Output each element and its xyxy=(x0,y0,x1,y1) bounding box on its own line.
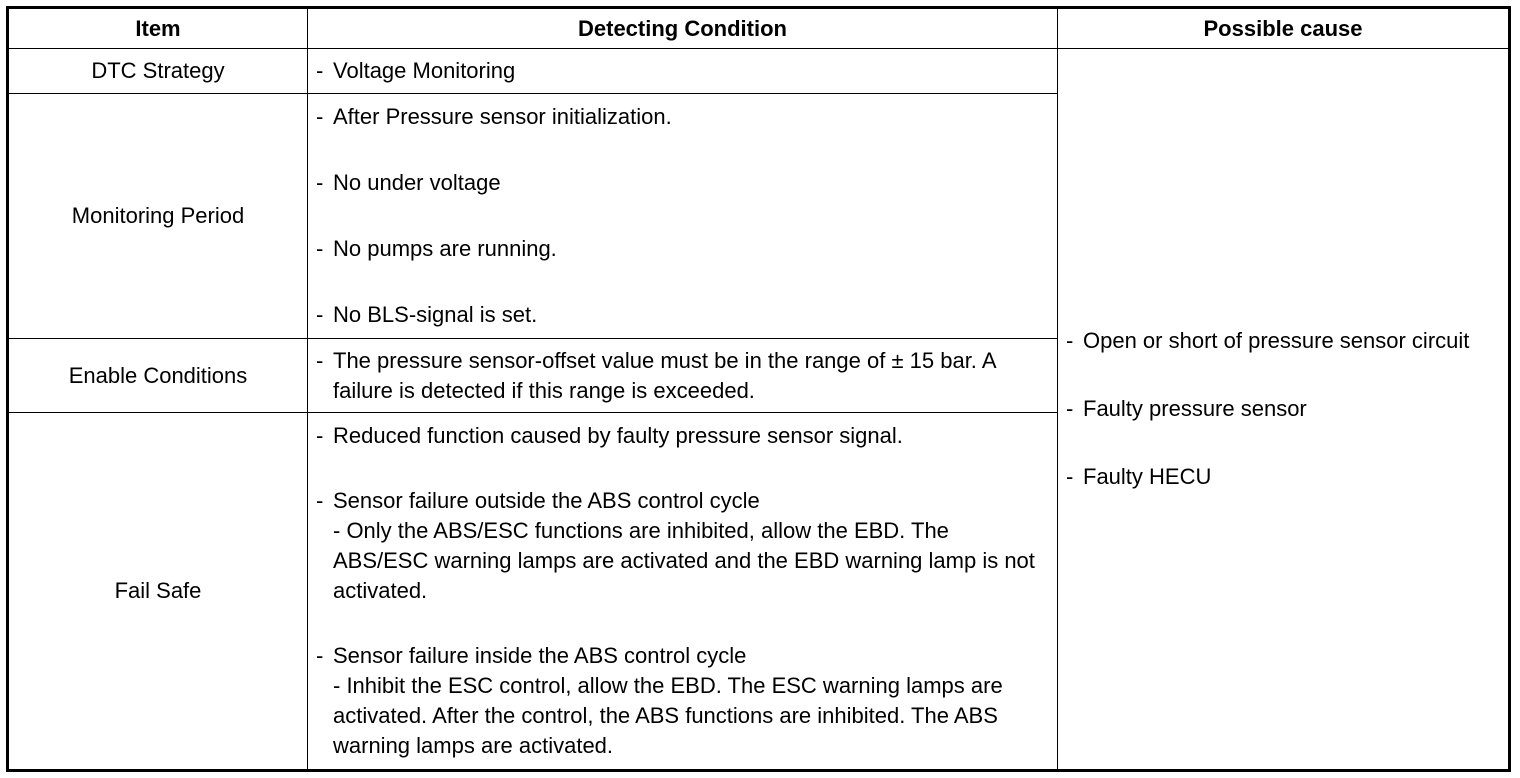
bullet-dash: - xyxy=(316,488,324,513)
header-possible-cause: Possible cause xyxy=(1058,8,1510,49)
bullet-dash: - xyxy=(316,236,324,261)
condition-main-text: Sensor failure outside the ABS control cycle xyxy=(333,488,760,513)
cause-line xyxy=(1066,326,1494,356)
condition-text: The pressure sensor-offset value must be in the range of ± 15 bar. A failure is detected if this range is exceeded. xyxy=(333,347,996,403)
condition-fail-safe xyxy=(308,413,1058,771)
cause-line xyxy=(1066,394,1494,424)
header-row xyxy=(8,8,1510,49)
condition-text xyxy=(333,641,1043,761)
item-fail-safe: Fail Safe xyxy=(8,413,308,771)
table-row xyxy=(8,49,1510,94)
cause-text: Faulty HECU xyxy=(1083,464,1212,489)
condition-text: Voltage Monitoring xyxy=(333,58,516,83)
bullet-dash: - xyxy=(1066,328,1074,353)
condition-text: No under voltage xyxy=(333,170,501,195)
possible-cause-cell xyxy=(1058,49,1510,771)
bullet-dash: - xyxy=(316,347,324,373)
condition-line xyxy=(316,346,1043,406)
item-monitoring-period: Monitoring Period xyxy=(8,94,308,339)
condition-text: After Pressure sensor initialization. xyxy=(333,104,672,129)
bullet-dash: - xyxy=(316,423,324,448)
condition-line xyxy=(316,234,1043,264)
cause-text: Open or short of pressure sensor circuit xyxy=(1083,328,1470,353)
bullet-dash: - xyxy=(1066,396,1074,421)
bullet-dash: - xyxy=(316,58,324,83)
item-dtc-strategy: DTC Strategy xyxy=(8,49,308,94)
bullet-dash: - xyxy=(1066,464,1074,489)
header-detecting-condition: Detecting Condition xyxy=(308,8,1058,49)
condition-dtc-strategy xyxy=(308,49,1058,94)
bullet-dash: - xyxy=(316,104,324,129)
condition-line xyxy=(316,641,1043,761)
header-item: Item xyxy=(8,8,308,49)
item-enable-conditions: Enable Conditions xyxy=(8,339,308,413)
condition-main-text: Sensor failure inside the ABS control cycle xyxy=(333,643,747,668)
condition-monitoring-period xyxy=(308,94,1058,339)
condition-line xyxy=(316,56,1043,86)
condition-sub-text: - Inhibit the ESC control, allow the EBD. The ESC warning lamps are activated. After the control, the ABS functions are inhibited. The ABS warning lamps are activated. xyxy=(333,673,1003,758)
condition-line xyxy=(316,102,1043,132)
condition-line xyxy=(316,486,1043,606)
condition-enable-conditions xyxy=(308,339,1058,413)
bullet-dash: - xyxy=(316,170,324,195)
bullet-dash: - xyxy=(316,643,324,668)
condition-sub-text: - Only the ABS/ESC functions are inhibited, allow the EBD. The ABS/ESC warning lamps are activated and the EBD warning lamp is not activated. xyxy=(333,518,1035,603)
dtc-table xyxy=(6,6,1511,772)
condition-text xyxy=(333,486,1043,606)
condition-text: Reduced function caused by faulty pressure sensor signal. xyxy=(333,423,903,448)
condition-line xyxy=(316,421,1043,451)
cause-text: Faulty pressure sensor xyxy=(1083,396,1307,421)
cause-line xyxy=(1066,462,1494,492)
condition-text: No BLS-signal is set. xyxy=(333,302,538,327)
bullet-dash: - xyxy=(316,302,324,327)
condition-line xyxy=(316,168,1043,198)
condition-text: No pumps are running. xyxy=(333,236,557,261)
condition-line xyxy=(316,300,1043,330)
